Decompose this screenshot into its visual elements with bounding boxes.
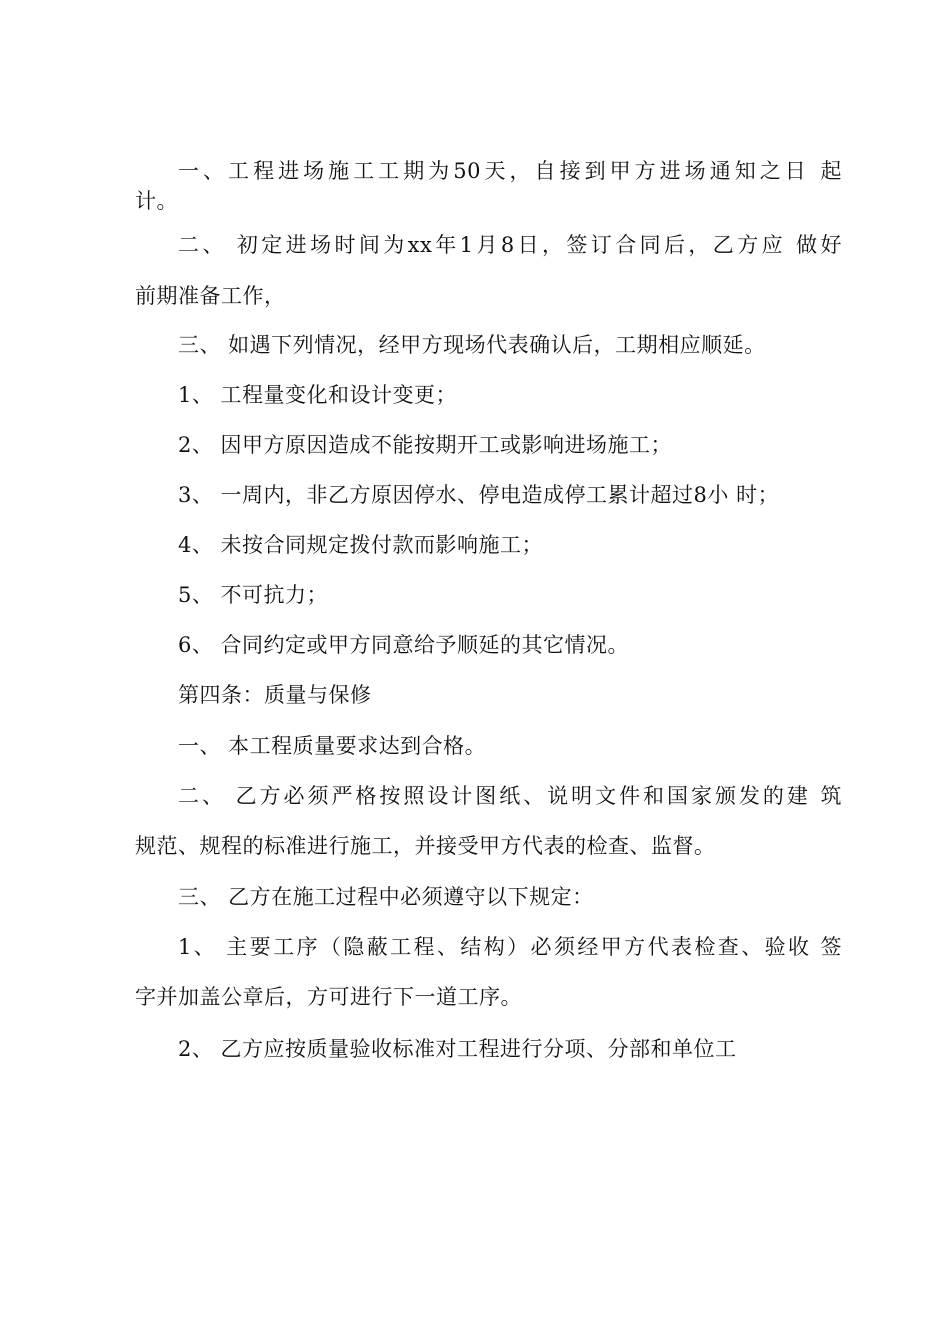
list-item: 2、 因甲方原因造成不能按期开工或影响进场施工； [178, 433, 673, 457]
paragraph-line: 一、工程进场施工工期为50天，自接到甲方进场通知之日 起 [178, 159, 842, 183]
paragraph-line: 三、 乙方在施工过程中必须遵守以下规定： [178, 885, 594, 909]
list-item: 1、 主要工序（隐蔽工程、结构）必须经甲方代表检查、验收 签 [178, 935, 842, 959]
paragraph-line: 三、 如遇下列情况，经甲方现场代表确认后，工期相应顺延。 [178, 333, 766, 357]
section-heading: 第四条：质量与保修 [178, 683, 372, 707]
paragraph-line: 二、 乙方必须严格按照设计图纸、说明文件和国家颁发的建 筑 [178, 784, 842, 808]
paragraph-line: 字并加盖公章后，方可进行下一道工序。 [135, 985, 522, 1009]
paragraph-line: 规范、规程的标准进行施工，并接受甲方代表的检查、监督。 [135, 834, 716, 858]
paragraph-line: 一、 本工程质量要求达到合格。 [178, 734, 487, 758]
list-item: 1、 工程量变化和设计变更； [178, 383, 458, 407]
paragraph-line: 计。 [135, 189, 178, 213]
list-item: 4、 未按合同规定拨付款而影响施工； [178, 533, 544, 557]
list-item: 5、 不可抗力； [178, 583, 329, 607]
list-item: 2、 乙方应按质量验收标准对工程进行分项、分部和单位工 [178, 1037, 737, 1061]
paragraph-line: 二、 初定进场时间为xx年1月8日，签订合同后，乙方应 做好 [178, 233, 842, 257]
paragraph-line: 前期准备工作， [135, 284, 286, 308]
list-item: 6、 合同约定或甲方同意给予顺延的其它情况。 [178, 633, 630, 657]
list-item: 3、 一周内，非乙方原因停水、停电造成停工累计超过8小 时； [178, 483, 780, 507]
